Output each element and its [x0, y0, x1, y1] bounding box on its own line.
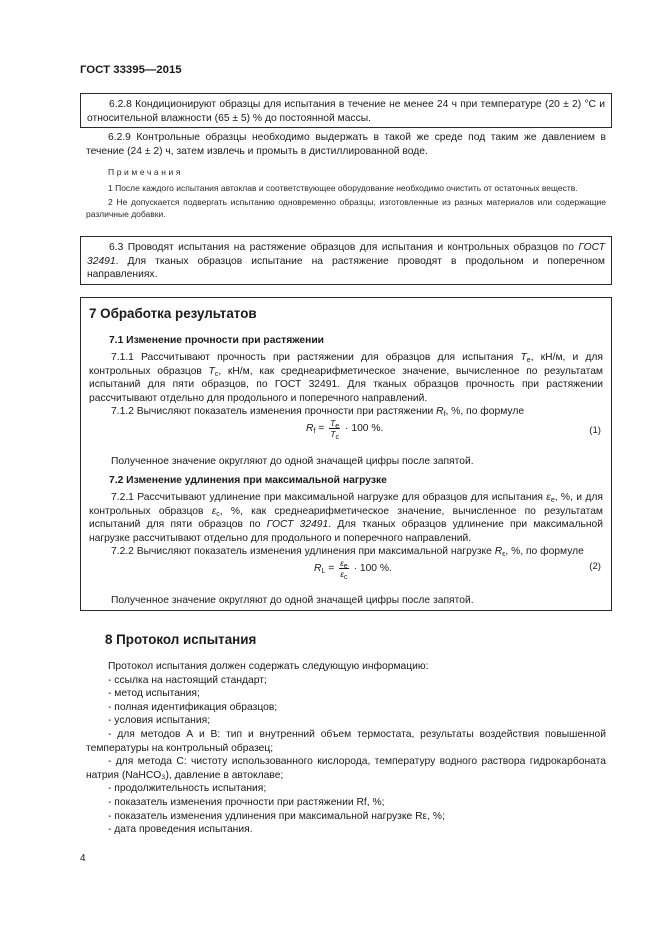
rounding-note-2: Полученное значение округляют до одной значащей цифры после запятой.: [111, 595, 474, 606]
protocol-item: - ссылка на настоящий стандарт;: [108, 674, 267, 686]
gost-reference: ГОСТ 32491: [87, 242, 605, 267]
rounding-note-1: Полученное значение округляют до одной значащей цифры после запятой.: [111, 456, 474, 467]
document-header: ГОСТ 33395—2015: [80, 64, 182, 76]
note-1: 1 После каждого испытания автоклав и соответствующее оборудование необходимо очистить от остаточных веществ.: [108, 182, 578, 193]
boxed-clause-628: [80, 93, 612, 128]
clause-6-2-9-block: [80, 131, 612, 158]
protocol-item: - условия испытания;: [108, 715, 211, 727]
subsection-7-1-title: 7.1 Изменение прочности при растяжении: [109, 335, 324, 346]
clause-7-1-2: 7.1.2 Вычисляют показатель изменения прочности при растяжении $R_f$, %, по формуле: [111, 406, 525, 418]
section-7-title: 7 Обработка результатов: [89, 306, 257, 321]
notes-block: [80, 166, 612, 220]
clause-7-1-1: 7.1.1 Рассчитывают прочность при растяжении для образцов для испытания $T_e$, кН/м, и для контрольных образцов $T_c$, кН/м, как среднеарифметическое значение, вычисленное по результатам испытаний для пяти образцов, по ГОСТ 32491. Для тканых образцов прочность при растяжении рассчитывают отдельно для продольного и поперечного направлений.: [89, 352, 603, 404]
clause-6-3: 6.3 Проводят испытания на растяжение образцов для испытания и контрольных образцов по ГОСТ 32491. Для тканых образцов испытание на растяжение проводят в продольном и поперечном направлениях.: [87, 242, 605, 281]
section-7-box: [80, 297, 612, 611]
protocol-item: - продолжительность испытания;: [108, 783, 267, 795]
note-2: 2 Не допускается подвергать испытанию одновременно образцы, изготовленные из разных материалов или содержащие различные добавки.: [86, 196, 606, 219]
fraction-1: $\frac{T_e}{T_c}$: [330, 418, 340, 441]
protocol-item: - показатель изменения удлинения при максимальной нагрузке Rε, %;: [108, 810, 445, 822]
fraction-2: $\frac{\varepsilon_e}{\varepsilon_c}$: [340, 558, 348, 581]
clause-7-2-2: 7.2.2 Вычисляют показатель изменения удлинения при максимальной нагрузке $R_\varepsilon$, %, по формуле: [111, 546, 584, 558]
protocol-item: - для метода С: чистоту использованного кислорода, температуру водного раствора гидрокарбоната натрия (NaHCO₃), давление в автоклаве;: [86, 756, 606, 781]
notes-heading: Примечания: [108, 167, 184, 177]
protocol-intro: Протокол испытания должен содержать следующую информацию:: [108, 661, 429, 672]
subsection-7-2-title: 7.2 Изменение удлинения при максимальной нагрузке: [109, 475, 387, 486]
protocol-item: - показатель изменения прочности при растяжении Rf, %;: [108, 796, 385, 808]
equation-number-1: (1): [589, 425, 601, 436]
protocol-item: - дата проведения испытания.: [108, 824, 253, 836]
protocol-item: - для методов А и В: тип и внутренний объем термостата, результаты воздействия повышенной температуры на контрольный образец;: [86, 728, 606, 754]
clause-6-2-8: 6.2.8 Кондиционируют образцы для испытания в течение не менее 24 ч при температуре (20 ± 2) °С и относительной влажности (65 ± 5) % до постоянной массы.: [87, 99, 605, 124]
clause-6-2-9: 6.2.9 Контрольные образцы необходимо выдержать в такой же среде под таким же давлением в течение (24 ± 2) ч, затем извлечь и промыть в дистиллированной воде.: [86, 132, 606, 157]
formula-2: $R_L$ = $\frac{\varepsilon_e}{\varepsilon_c}$ · 100 %.: [314, 558, 392, 581]
protocol-item: - полная идентификация образцов;: [108, 701, 278, 713]
boxed-clause-63: [80, 236, 612, 285]
clause-7-2-1: 7.2.1 Рассчитывают удлинение при максимальной нагрузке для образцов для испытания $\varepsilon_e$, %, и для контрольных образцов $\varepsilon_c$, %, как среднеарифметическое значение, вычисленное по результатам испытаний для пяти образцов по ГОСТ 32491. Для тканых образцов удлинение при максимальной нагрузке рассчитывают отдельно для продольного и поперечного направлений.: [89, 492, 604, 544]
formula-1: $R_f$ = $\frac{T_e}{T_c}$ · 100 %.: [306, 418, 384, 441]
section-8-title: 8 Протокол испытания: [105, 632, 257, 647]
page-number: 4: [80, 853, 86, 864]
equation-number-2: (2): [589, 561, 601, 572]
gost-reference: ГОСТ 32491: [266, 519, 329, 531]
protocol-item: - метод испытания;: [108, 688, 200, 700]
section-8-body: [80, 660, 612, 837]
